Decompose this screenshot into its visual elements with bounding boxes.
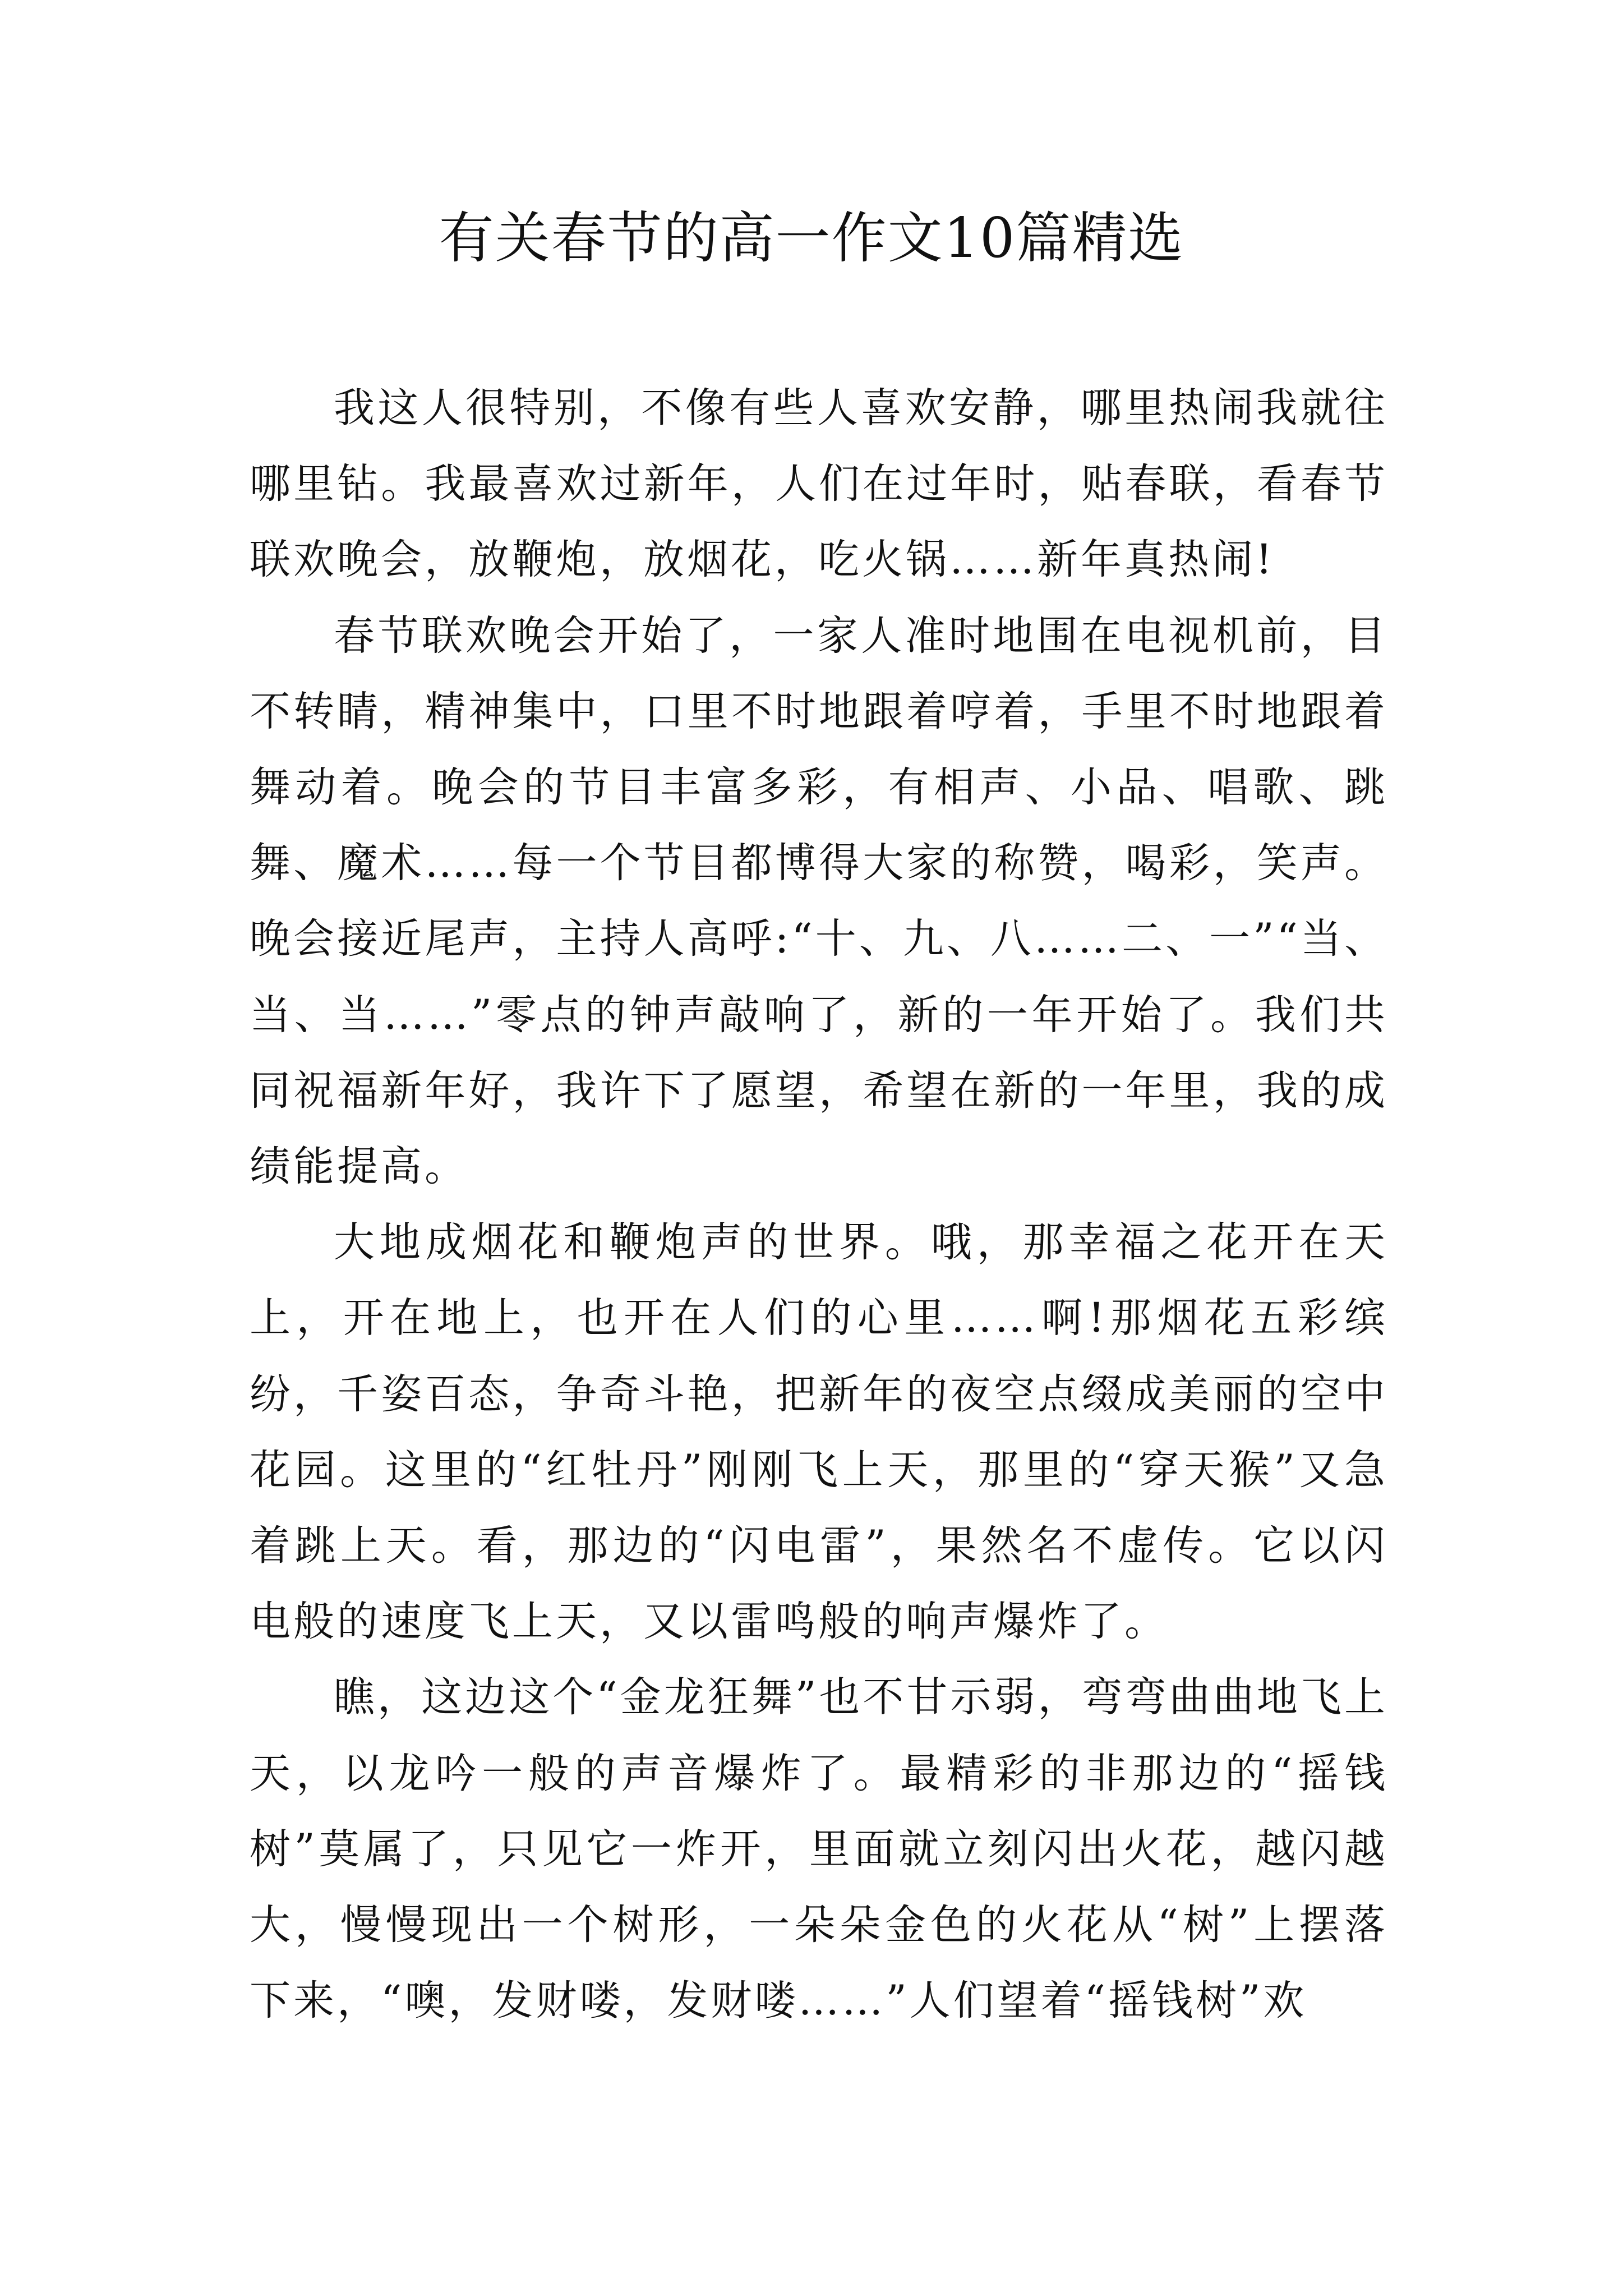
paragraph: 瞧，这边这个“金龙狂舞”也不甘示弱，弯弯曲曲地飞上天，以龙吟一般的声音爆炸了。最精彩的非那边的“摇钱树”莫属了，只见它一炸开，里面就立刻闪出火花，越闪越大，慢慢现出一个树形，一朵朵金色的火花从“树”上摆落下来，“噢，发财喽，发财喽……”人们望着“摇钱树”欢 (250, 1673, 1388, 2025)
paragraph: 春节联欢晚会开始了，一家人准时地围在电视机前，目不转睛，精神集中，口里不时地跟着哼着，手里不时地跟着舞动着。晚会的节目丰富多彩，有相声、小品、唱歌、跳舞、魔术……每一个节目都博得大家的称赞，喝彩，笑声。晚会接近尾声，主持人高呼:“十、九、八……二、一”“当、当、当……”零点的钟声敲响了，新的一年开始了。我们共同祝福新年好，我许下了愿望，希望在新的一年里，我的成绩能提高。 (250, 611, 1388, 1191)
document-body (250, 370, 1388, 2039)
paragraph: 我这人很特别，不像有些人喜欢安静，哪里热闹我就往哪里钻。我最喜欢过新年，人们在过年时，贴春联，看春节联欢晚会，放鞭炮，放烟花，吃火锅……新年真热闹! (250, 384, 1388, 584)
paragraph: 大地成烟花和鞭炮声的世界。哦，那幸福之花开在天上，开在地上，也开在人们的心里……啊!那烟花五彩缤纷，千姿百态，争奇斗艳，把新年的夜空点缀成美丽的空中花园。这里的“红牡丹”刚刚飞上天，那里的“穿天猴”又急着跳上天。看，那边的“闪电雷”，果然名不虚传。它以闪电般的速度飞上天，又以雷鸣般的响声爆炸了。 (250, 1218, 1388, 1646)
document-title: 有关春节的高一作文10篇精选 (439, 206, 1184, 270)
